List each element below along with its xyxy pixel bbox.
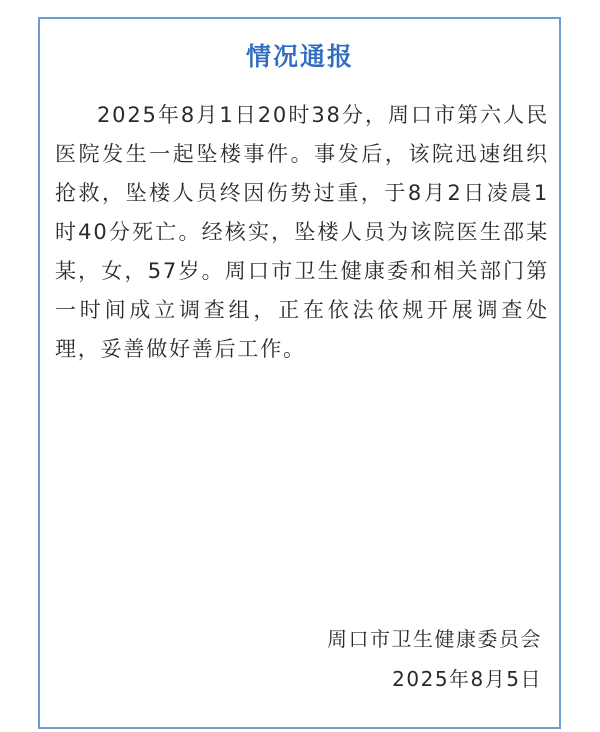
issuer-name: 周口市卫生健康委员会 bbox=[327, 627, 542, 651]
issue-date: 2025年8月5日 bbox=[392, 667, 542, 691]
signature-block bbox=[242, 619, 542, 699]
notice-title: 情况通报 bbox=[245, 42, 354, 71]
notice-body: 2025年8月1日20时38分，周口市第六人民医院发生一起坠楼事件。事发后，该院迅速组织抢救，坠楼人员终因伤势过重，于8月2日凌晨1时40分死亡。经核实，坠楼人员为该院医生邵某某，女，57岁。周口市卫生健康委和相关部门第一时间成立调查组，正在依法依规开展调查处理，妥善做好善后工作。 bbox=[55, 103, 549, 361]
